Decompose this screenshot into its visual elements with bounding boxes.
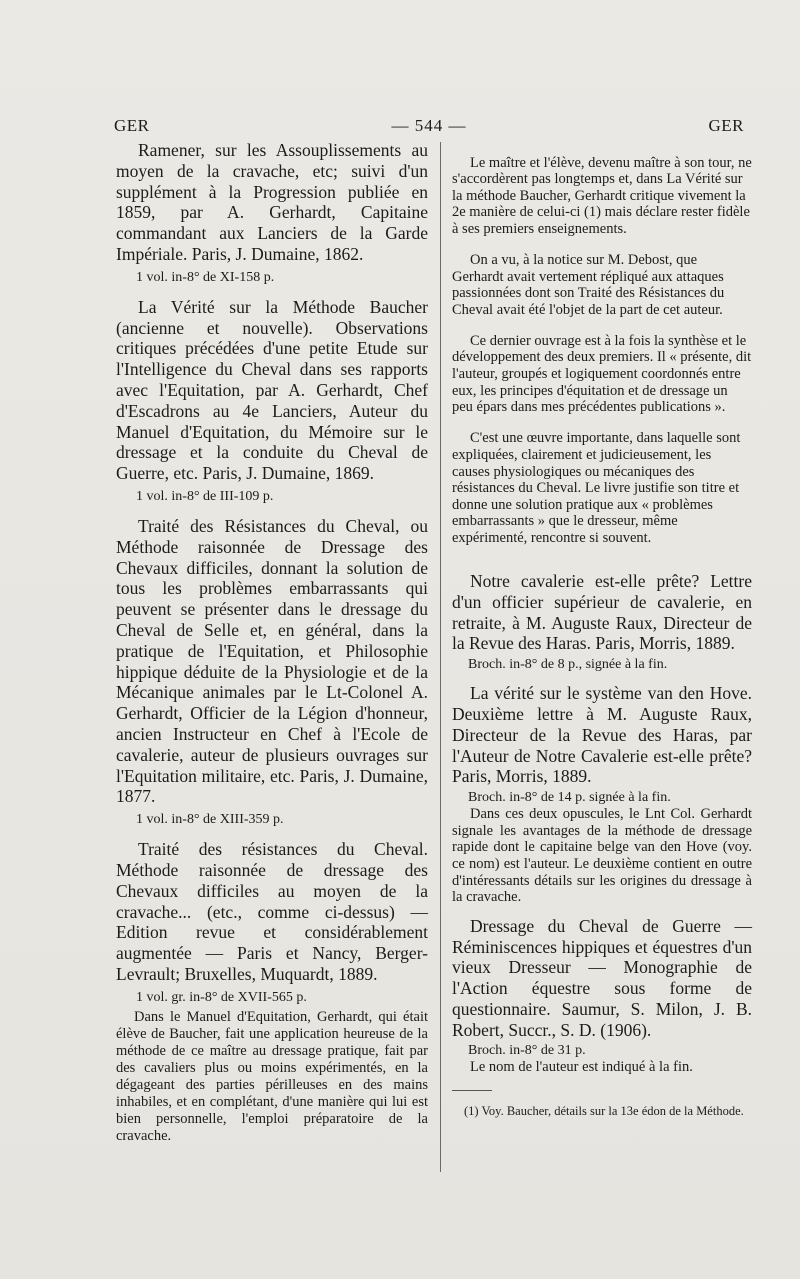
header-right: GER [708,116,744,135]
entry-note: Dans ces deux opuscules, le Lnt Col. Gerhardt signale les avantages de la méthode de dressage rapide dont le capitaine belge van den Hove (voy. ce nom) est l'auteur. Le deuxième contient en outre d'intéressants détails sur les origines du dressage à la cravache. [452,806,752,906]
footnote: (1) Voy. Baucher, détails sur la 13e édon de la Méthode. [464,1103,744,1118]
column-divider [440,142,441,1172]
commentary-paragraph: Ce dernier ouvrage est à la fois la synthèse et le développement des deux premiers. Il « présente, dit l'auteur, groupés et logiquement coordonnés entre eux, les principes d'équitation et de dressage un peu épars dans mes précédentes publications ». [452,332,752,416]
entry-text: Ramener, sur les Assouplissements au moyen de la cravache, etc; suivi d'un supplément à la Progression publiée en 1859, par A. Gerhardt, Capitaine commandant aux Lanciers de la Garde Impériale. Paris, J. Dumaine, 1862. [116,140,428,264]
entry-text: La Vérité sur la Méthode Baucher (ancienne et nouvelle). Observations critiques précédées d'une petite Etude sur l'Intelligence du Cheval dans ses rapports avec l'Equitation, par A. Gerhardt, Chef d'Escadrons au 4e Lanciers, Auteur du Manuel d'Equitation, du Mémoire sur le dressage et la conduite du Cheval de Guerre, etc. Paris, J. Dumaine, 1869. [116,296,428,484]
commentary-paragraph: C'est une œuvre importante, dans laquelle sont expliquées, clairement et judicieusement, les causes physiologiques ou mécaniques des résistances du Cheval. Le livre justifie son titre et donne une solution pratique aux « problèmes embarrassants » que le dresseur, même expérimenté, rencontre si souvent. [452,430,741,546]
footnote-rule [452,1090,492,1091]
bibliography-entry [116,297,428,506]
entry-text: La vérité sur le système van den Hove. Deuxième lettre à M. Auguste Raux, Directeur de la Revue des Haras, par l'Auteur de Notre Cavalerie est-elle prête? Paris, Morris, 1889. [452,683,752,787]
bibliography-entry [116,839,428,1145]
entry-text: Notre cavalerie est-elle prête? Lettre d'un officier supérieur de cavalerie, en retraite, à M. Auguste Raux, Directeur de la Revue des Haras. Paris, Morris, 1889. [452,570,752,654]
commentary-paragraph: Le maître et l'élève, devenu maître à son tour, ne s'accordèrent pas longtemps et, dans La Vérité sur la méthode Baucher, Gerhardt critique vivement la 2e manière de celui-ci (1) mais déclare rester fidèle à ses premiers enseignements. [452,154,752,237]
entry-collation: Broch. in-8° de 31 p. [468,1043,586,1059]
page-number: — 544 — [391,116,467,135]
entry-text: Dressage du Cheval de Guerre — Réminiscences hippiques et équestres d'un vieux Dresseur — Monographie de l'Action équestre sous forme de questionnaire. Saumur, S. Milon, J. B. Robert, Succr., S. D. (1906). [452,915,752,1040]
entry-text: Traité des résistances du Cheval. Méthode raisonnée de dressage des Chevaux difficiles au moyen de la cravache... (etc., comme ci-dessus) — Edition revue et considérablement augmentée — Paris et Nancy, Berger-Levrault; Bruxelles, Muquardt, 1889. [116,839,428,984]
entry-text: Traité des Résistances du Cheval, ou Méthode raisonnée de Dressage des Chevaux difficiles, donnant la solution de tous les problèmes embarrassants qui peuvent se présenter dans le dressage du Cheval de Selle et, en général, dans la pratique de l'Equitation, et Philosophie hippique déduite de la Physiologie et de la Mécanique animales par le Lt-Colonel A. Gerhardt, Officier de la Légion d'honneur, ancien Instructeur en Chef à l'Ecole de cavalerie, auteur de plusieurs ouvrages sur l'Equitation militaire, etc. Paris, J. Dumaine, 1877. [116,515,428,807]
header-left: GER [114,116,150,135]
bibliography-entry [452,916,752,1076]
bibliography-entry [116,140,428,287]
running-header [114,116,744,136]
entry-collation: 1 vol. in-8° de XI-158 p. [136,269,275,285]
right-column [452,140,752,1131]
entry-collation: 1 vol. gr. in-8° de XVII-565 p. [136,989,307,1005]
commentary-paragraph: On a vu, à la notice sur M. Debost, que Gerhardt avait vertement répliqué aux attaques passionnées dont son Traité des Résistances du Cheval avait été l'objet de la part de cet auteur. [452,251,725,318]
entry-collation: 1 vol. in-8° de III-109 p. [136,488,274,504]
entry-note: Dans le Manuel d'Equitation, Gerhardt, qui était élève de Baucher, fait une application heureuse de la méthode de ce maître au dressage pratique, fait par des cavaliers plus ou moins expérimentés, en la dégageant des parties périlleuses en des mains inhabiles, et en complétant, d'une manière qui lui est bien personnelle, l'emploi préparatoire de la cravache. [116,1008,428,1144]
bibliography-entry [116,516,428,829]
bibliography-entry [452,571,752,673]
entry-collation: Broch. in-8° de 8 p., signée à la fin. [468,657,668,673]
bibliography-entry [452,683,752,906]
entry-collation: Broch. in-8° de 14 p. signée à la fin. [468,790,671,806]
entry-note: Le nom de l'auteur est indiqué à la fin. [470,1059,693,1076]
entry-collation: 1 vol. in-8° de XIII-359 p. [136,812,284,828]
left-column [116,140,428,1145]
